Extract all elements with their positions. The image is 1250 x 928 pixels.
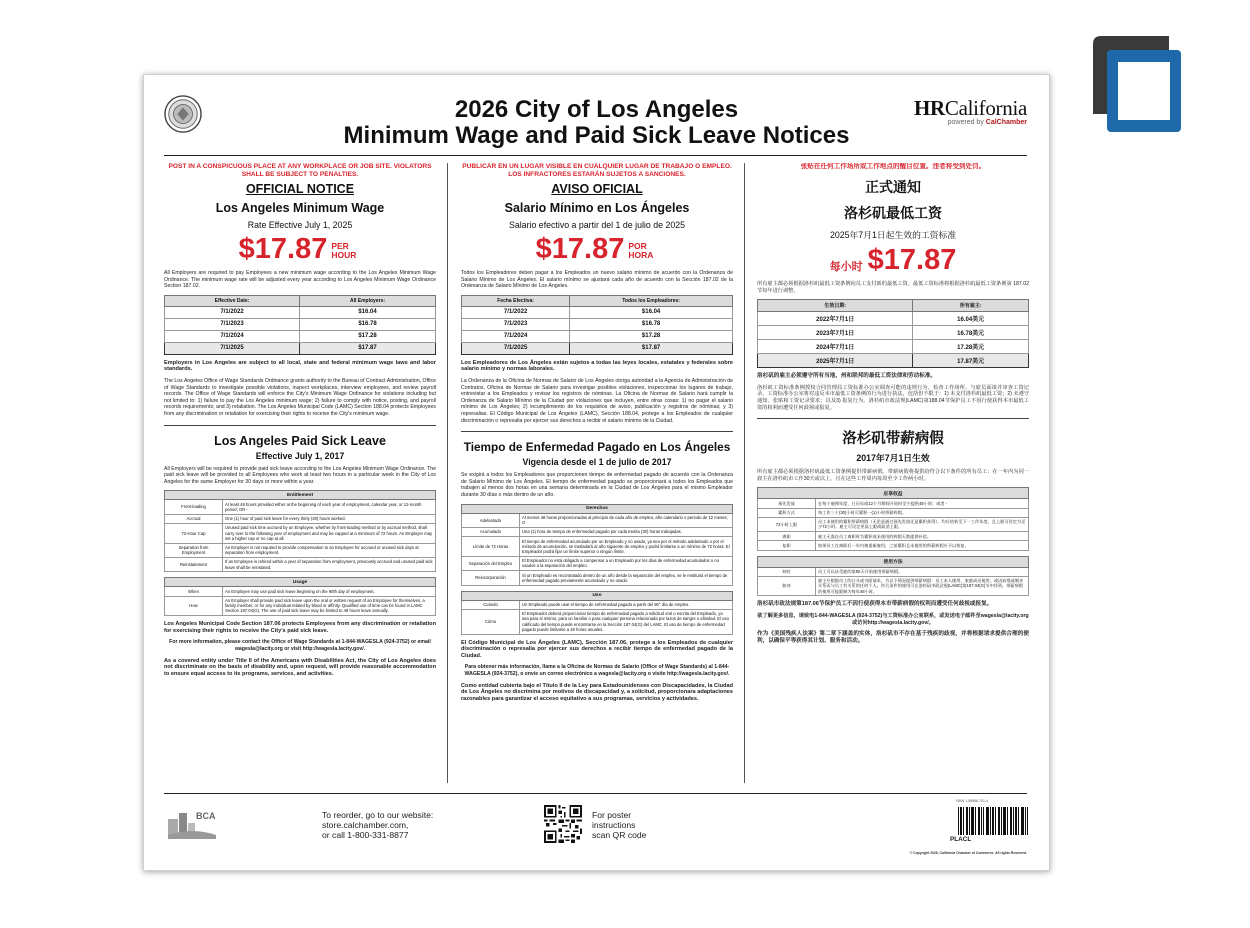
row-value: An Employer shall provide paid sick leave upon the oral or written request of an Employee for themselves, a family member, or for any individual related by blood or affinity. Qualified use of time can be found in LAMC Section 187.04(G). The use of paid sick leave may be limited to 48 hours leave annually. (223, 596, 436, 616)
row-key: 预先发放 (758, 499, 816, 508)
table-row (165, 543, 436, 557)
row-value: Al menos 48 horas proporcionadas al principio de cada año de empleo, año calendario o periodo de 12 meses; O (520, 513, 733, 527)
rate-date: 7/1/2022 (165, 306, 300, 318)
entitlement-table (757, 487, 1029, 550)
product-code: PLACL (950, 836, 972, 843)
row-key: 复职 (758, 541, 816, 550)
reorder-line-3: or call 1-800-331-8877 (322, 830, 409, 840)
row-key: 72小时上限 (758, 517, 816, 531)
table-row (462, 556, 733, 570)
rate-value: $17.87 (300, 342, 436, 354)
rate-date: 2023年7月1日 (758, 326, 913, 340)
row-key: Separación del Empleo (462, 556, 520, 570)
enforcement-text: La Ordenanza de la Oficina de Normas de Salario de Los Ángeles otorga autoridad a la Agencia de Administración de Contratos, Oficina de Normas de Salario para investigar posibles violaciones, inspeccionar los lugares de trabajo, entrevistar a los Empleados y revisar los registros de nóminas. La Oficina de Normas de Salario hará cumplir la Ordenanza de Salario Mínimo de la Ciudad por violaciones que incluyen, entre otras cosas: 1) no pagar el salario mínimo de Los Ángeles; 2) incumplimiento de los requisitos de aviso, publicación y registros de nóminas; y 3) represalias. El Código Municipal de Los Ángeles (LAMC), Sección 188.04, protege a los Empleados de cualquier discriminación o represalia por ejercer sus derechos a recibir el salario mínimo de la Ciudad. (461, 377, 733, 424)
qr-line-2: instructions (592, 820, 636, 830)
row-key: Front-loading (165, 500, 223, 514)
row-value: 员工可以从受雇的第90天开始使用带薪病假。 (816, 567, 1029, 576)
section-divider (757, 418, 1029, 419)
ada-text: As a covered entity under Title II of the Americans with Disabilities Act, the City of Los Angeles does not discriminate on the basis of disability and, upon request, will provide reasonable accommodation to ensure equal access to its programs, services, and activities. (164, 657, 436, 677)
rate-date: 2022年7月1日 (758, 312, 913, 326)
rate-date: 7/1/2024 (165, 330, 300, 342)
table-row (462, 318, 733, 330)
rate-date: 2025年7月1日 (758, 354, 913, 368)
row-value: At least 48 hours provided either at the beginning of each year of employment, calendar year, or 12-month period; OR - (223, 500, 436, 514)
entitlement-table (461, 504, 733, 586)
laws-subject: Employers in Los Angeles are subject to all local, state and federal minimum wage laws and labor standards. (164, 359, 436, 373)
table-row (165, 587, 436, 596)
sick-leave-intro: 所有雇主都必须根据洛杉矶最低工资条例提供带薪病假。带薪病假将提供给符合以下条件的所有员工：在一年内为同一雇主在洛杉矶市工作30天或以上，且在这些工作周内每周至少工作两小时。 (757, 469, 1029, 482)
rate-table (164, 295, 436, 355)
row-key: Reincorporación (462, 571, 520, 585)
table-row (758, 340, 1029, 354)
brand-name-rest: California (944, 96, 1027, 120)
row-value: An Employer is not required to provide compensation to an Employee for accrued or unused sick days at separation from employment. (223, 543, 436, 557)
wage-unit: POR HORA (628, 241, 654, 260)
contact-text: For more information, please contact the Office of Wage Standards at 1-844-WAGESLA (924-3752) or email wagesla@lacity.org or visit http://wagesla.lacity.gov/. (169, 639, 431, 652)
rate-value: 16.04美元 (913, 312, 1029, 326)
row-value: 在每个雇佣年度、日历年或12个月期间开始时至少提供48小时；或者 - (816, 499, 1029, 508)
rate-value: 17.28美元 (913, 340, 1029, 354)
usage-table (164, 577, 436, 616)
min-wage-heading: Los Angeles Minimum Wage (215, 201, 385, 215)
table-row (758, 312, 1029, 326)
qr-line-1: For poster (592, 810, 632, 820)
reorder-line-1: To reorder, go to our website: (322, 810, 434, 820)
rate-value: 16.78美元 (913, 326, 1029, 340)
contact-text: 欲了解更多信息，请致电1-844-WAGESLA (924-3752)与工资标准办公室联系，或发送电子邮件至wagesla@lacity.org或访问http://wagesla.lacity.gov/。 (757, 612, 1029, 626)
rate-value: $17.87 (570, 342, 733, 354)
official-notice-label: AVISO OFICIAL (551, 182, 643, 196)
table-row (758, 499, 1029, 508)
ada-text: Como entidad cubierta bajo el Título II de la Ley para Estadounidenses con Discapacidades, la Ciudad de Los Ángeles no discrimina por motivos de discapacidad y, a solicitud, proporcionara adaptaciones razonables para garantizar el acceso equitativo a sus programas, servicios y actividades. (461, 682, 733, 702)
row-key: Separation from Employment (165, 543, 223, 557)
rate-header-date: 生效日期: (758, 300, 913, 312)
table-row (758, 541, 1029, 550)
protection-text: 洛杉矶市政法规第187.06节保护员工不因行使获得本市带薪病假的权利而遭受任何歧视或报复。 (757, 601, 993, 608)
official-notice-label: OFFICIAL NOTICE (245, 182, 355, 196)
laws-subject: 洛杉矶的雇主必须遵守所有当地、州和联邦的最低工资法律和劳动标准。 (757, 373, 937, 380)
row-key: Reinstatement (165, 557, 223, 571)
table-row-current (758, 354, 1029, 368)
posting-warning: PUBLICAR EN UN LUGAR VISIBLE EN CUALQUIER LUGAR DE TRABAJO O EMPLEO. LOS INFRACTORES ESTARÁN SUJETOS A SANCIONES. (462, 163, 732, 178)
min-wage-heading: 洛杉矶最低工资 (844, 205, 942, 221)
brand-tag-prefix: powered by (947, 119, 986, 126)
posting-warning: POST IN A CONSPICUOUS PLACE AT ANY WORKPLACE OR JOB SITE. VIOLATORS SHALL BE SUBJECT TO PENALTIES. (168, 163, 432, 178)
rate-header-rate: 所有雇主: (913, 300, 1029, 312)
table-row (165, 318, 436, 330)
row-value: Unused paid sick time accrued by an Employee, whether by front-loading method or by accrual method, shall carry over to the following year of employment and may be capped at a minimum of 72 hours. An Employer may set a higher cap or no cap at all. (223, 523, 436, 543)
row-value: 员工未使用的累积带薪病假（无论是通过预先发放还是累积获得），均应结转至下一工作年度，且上限可设定为至少72小时。雇主可设定更高上限或取消上限。 (816, 517, 1029, 531)
row-value: Si un Empleado es recontratado dentro de un año desde la separación del empleo, se le restituirá el tiempo de enfermedad pagado previamente acumulado y no usado. (520, 571, 733, 585)
table-row (758, 517, 1029, 531)
qr-instructions (592, 810, 646, 840)
table-row (462, 513, 733, 527)
protection-text: El Código Municipal de Los Ángeles (LAMC), Sección 187.06, protege a los Empleados de cualquier discriminación o represalia por ejercer sus derechos a recibir tiempo de enfermedad pagado de la Ciudad. (461, 639, 733, 659)
section-divider (164, 425, 436, 426)
usage-header: Usage (165, 578, 436, 587)
sick-leave-title: Los Angeles Paid Sick Leave (214, 433, 386, 448)
rate-value: $16.04 (570, 306, 733, 318)
usage-header: 使用方法 (758, 556, 1029, 567)
rate-date: 7/1/2023 (462, 318, 570, 330)
row-key: Accrual (165, 514, 223, 523)
rate-date: 7/1/2025 (165, 342, 300, 354)
min-wage-intro: All Employers are required to pay Employees a new minimum wage according to the Los Angeles Minimum Wage Ordinance. The minimum wage rate will be adjusted every year according to Los Angeles Minimum Wage Ordinance Section 187.02. (164, 270, 436, 290)
table-row (165, 306, 436, 318)
rate-header-rate: All Employers: (300, 295, 436, 306)
table-row (462, 600, 733, 609)
rate-date: 7/1/2022 (462, 306, 570, 318)
row-value: El Empleador deberá proporcionar tiempo de enfermedad pagado a solicitud oral o escrita del Empleado, ya sea para sí mismo, para un familiar o para cualquier persona relacionada por lazos de sangre o afinidad. El uso calificado del tiempo puede encontrarse en la Sección 187.04(G) del LAMC. El uso de tiempo de enfermedad pagado puede limitarse a 48 horas anuales. (520, 609, 733, 634)
sick-leave-intro: Se exigirá a todos los Empleadores que proporcionen tiempo de enfermedad pagado de acuerdo con la Ordenanza de Salario Mínimo de Los Ángeles. El tiempo de enfermedad pagado se proporcionará a todos los Empleados que trabajen al menos dos horas en una semana determinada en la Ciudad de Los Ángeles para el mismo Empleador durante 30 días o más dentro de un año. (461, 472, 733, 498)
usage-header: Uso (462, 591, 733, 600)
rate-header-rate: Todos los Empleadores: (570, 295, 733, 306)
enforcement-text: 洛杉矶工资标准条例授权合同管理局工资标准办公室调查可能的违规行为、检查工作场所、与雇员面谈并审查工资记录。工资标准办公室将对违反本市最低工资条例的行为进行执法，包括但不限于：1) 未支付洛杉矶最低工资；2) 未遵守通知、张贴和工资记录要求；以及3) 报复行为。洛杉矶市政法规(LAMC)第188.04节保护员工不因行使获得本市最低工资的权利而遭受任何歧视或报复。 (757, 384, 1029, 411)
sick-leave-effective: Effective July 1, 2017 (255, 450, 345, 461)
table-row (462, 330, 733, 342)
brand-logo (914, 97, 1027, 126)
qr-code-icon (544, 805, 582, 843)
isbn-text: ISBN 1-58966-701-4 (956, 799, 989, 803)
row-value: 雇主应根据员工的口头或书面请求，为以下情况提供带薪病假：员工本人使用、家庭成员使用，或因血缘或姻亲关系而与员工有关系的任何个人。符合条件的使用可在洛杉矶市政法规(LAMC)第187.04(G)节中找到。带薪病假的使用可能限制为每年48小时。 (816, 576, 1029, 596)
column-divider (744, 163, 745, 783)
table-row (758, 576, 1029, 596)
row-value: An Employee may use paid sick leave beginning on the 90th day of employment. (223, 587, 436, 596)
official-notice-label: 正式通知 (865, 179, 921, 195)
qr-line-3: scan QR code (592, 830, 647, 840)
table-row (165, 330, 436, 342)
row-value: 雇主无需在员工离职时为累积或未使用的病假天数提供补偿。 (816, 532, 1029, 541)
min-wage-effective: Salario efectivo a partir del 1 de julio de 2025 (508, 220, 686, 230)
row-value: Una (1) hora de tiempo de enfermedad pagado por cada treinta (30) horas trabajadas. (520, 527, 733, 536)
table-row (758, 326, 1029, 340)
entitlement-header: 应享权益 (758, 488, 1029, 499)
wage-amount: $17.87 (238, 233, 328, 265)
table-row (758, 532, 1029, 541)
table-row-current (165, 342, 436, 354)
wage-display (461, 233, 733, 265)
table-row (165, 514, 436, 523)
column-divider (447, 163, 448, 783)
bca-logo-icon (166, 805, 218, 843)
table-row (462, 527, 733, 536)
row-key: 离职 (758, 532, 816, 541)
row-key: Cómo (462, 609, 520, 634)
brand-name-bold: HR (913, 96, 945, 120)
header-divider (164, 155, 1027, 156)
table-row (758, 508, 1029, 517)
entitlement-table (164, 490, 436, 572)
enforcement-text: The Los Angeles Office of Wage Standards Ordinance grants authority to the Bureau of Contract Administration, Office of Wage Standards to investigate possible violations, inspect workplaces, interview employees, and review payroll records. The Office of Wage Standards will enforce the City's Minimum Wage Ordinance for violations including but not limited to: 1) failure to pay the Los Angeles minimum wage; 2) failure to comply with notice, posting, and payroll records requirements; and 3) retaliation. The Los Angeles Municipal Code (LAMC) Section 188.04 protects Employees from any discrimination or retaliation for exercising their rights to receive the City's minimum wage. (164, 377, 436, 417)
row-key: Cuándo (462, 600, 520, 609)
title-line-1: 2026 City of Los Angeles (454, 96, 739, 123)
english-column (164, 163, 436, 785)
table-row (165, 557, 436, 571)
reorder-info (322, 810, 433, 840)
usage-table (757, 556, 1029, 597)
table-row (462, 609, 733, 634)
rate-value: $17.28 (300, 330, 436, 342)
row-key: Límite de 72 Horas (462, 537, 520, 557)
table-row (165, 500, 436, 514)
row-key: 累积方式 (758, 508, 816, 517)
rate-date: 7/1/2024 (462, 330, 570, 342)
contact-text: Para obtener más información, llame a la Oficina de Normas de Salario (Office of Wage Standards) al 1-844-WAGESLA (924-3752), o envíe un correo electrónico a wagesla@lacity.org o visite http://wagesla.lacity.gov/. (464, 664, 730, 677)
rate-date: 7/1/2025 (462, 342, 570, 354)
row-value: Un Empleado puede usar el tiempo de enfermedad pagado a partir del 90° día de empleo. (520, 600, 733, 609)
row-value: El tiempo de enfermedad acumulado por un Empleado y no usado, ya sea por el método adelantado o por el método de acumulación, se trasladará al año siguiente de empleo y podrá limitarse a un mínimo de 72 horas. El Empleador podrá fijar un límite superior o ningún límite. (520, 537, 733, 557)
row-key: How (165, 596, 223, 616)
footer-divider (164, 793, 1027, 794)
row-key: When (165, 587, 223, 596)
table-row (462, 571, 733, 585)
entitlement-header: Derechos (462, 504, 733, 513)
wage-unit: 每小时 (829, 261, 863, 273)
row-value: 如果员工在离职后一年内被重新雇用，之前累积且未使用的带薪病假应予以恢复。 (816, 541, 1029, 550)
row-key: 何时 (758, 567, 816, 576)
usage-table (461, 591, 733, 635)
rate-value: 17.87美元 (913, 354, 1029, 368)
min-wage-intro: 所有雇主都必须根据洛杉矶最低工资条例向员工支付新的最低工资。最低工资标准将根据洛杉矶最低工资条例第 187.02节每年进行调整。 (757, 281, 1029, 294)
copyright-text: © Copyright 2026, California Chamber of Commerce. All rights Reserved. (909, 851, 1027, 855)
bca-logo-text: BCA (196, 811, 216, 821)
table-row-current (462, 342, 733, 354)
section-divider (461, 431, 733, 432)
min-wage-effective: Rate Effective July 1, 2025 (247, 220, 353, 230)
rate-value: $17.28 (570, 330, 733, 342)
table-row (165, 523, 436, 543)
min-wage-heading: Salario Mínimo en Los Ángeles (504, 201, 690, 215)
row-key: Acumulado (462, 527, 520, 536)
rate-header-date: Effective Date: (165, 295, 300, 306)
wage-amount: $17.87 (535, 233, 625, 265)
corner-logo-icon (1093, 36, 1185, 136)
rate-date: 2024年7月1日 (758, 340, 913, 354)
min-wage-intro: Todos los Empleadores deben pagar a los Empleados un nuevo salario mínimo de acuerdo con la Ordenanza de Salario Mínimo de Los Ángeles. El salario mínimo se ajustará cada año de acuerdo con la Sección 187.02 de la Ordenanza de Salario Mínimo de Los Ángeles. (461, 270, 733, 290)
table-row (462, 537, 733, 557)
ada-text: 作为《美国残疾人法案》第二章下涵盖的实体，洛杉矶市不存在基于残疾的歧视，并将根据请求提供合理的便利，以确保平等获得其计划、服务和活动。 (757, 631, 1029, 644)
rate-value: $16.78 (570, 318, 733, 330)
chinese-column (757, 163, 1029, 785)
poster-sheet (143, 74, 1050, 871)
row-value: If an Employee is rehired within a year of separation from employment, previously accrued and unused paid sick leave shall be reinstated. (223, 557, 436, 571)
row-value: El Empleador no está obligado a compensar a un Empleado por los días de enfermedad acumulados o no usados a la separación del empleo. (520, 556, 733, 570)
protection-text: Los Angeles Municipal Code Section 187.06 protects Employees from any discrimination or retaliation for exercising their rights to receive the City's paid sick leave. (164, 621, 436, 634)
spanish-column (461, 163, 733, 785)
laws-subject: Los Empleadores de Los Ángeles están sujetos a todas las leyes locales, estatales y federales sobre salario mínimo y normas laborales. (461, 359, 733, 373)
title-line-2: Minimum Wage and Paid Sick Leave Notices (343, 122, 850, 149)
wage-display (757, 244, 1029, 276)
rate-date: 7/1/2023 (165, 318, 300, 330)
row-value: One (1) hour of paid sick leave for every thirty (30) hours worked. (223, 514, 436, 523)
posting-warning: 张贴在任何工作场所或工作地点的醒目位置。违者将受到处罚。 (800, 163, 986, 170)
wage-unit: PER HOUR (331, 241, 357, 260)
table-row (165, 596, 436, 616)
min-wage-effective: 2025年7月1日起生效的工资标准 (829, 230, 957, 240)
sick-leave-intro: All Employers will be required to provide paid sick leave according to the Los Angeles Minimum Wage Ordinance. The paid sick leave will be provided to all Employees who work at least two hours in a particular week in the City of Los Angeles for the same Employer for 30 days or more within a year. (164, 465, 436, 485)
reorder-line-2: store.calchamber.com, (322, 820, 409, 830)
sick-leave-effective: 2017年7月1日生效 (856, 453, 930, 464)
rate-table (757, 299, 1029, 368)
table-row (758, 567, 1029, 576)
brand-tag-name: CalChamber (985, 119, 1027, 126)
row-value: 每工作三十(30)小时可累积一(1)小时带薪病假。 (816, 508, 1029, 517)
table-row (462, 306, 733, 318)
sick-leave-title: 洛杉矶带薪病假 (842, 431, 944, 448)
row-key: 如何 (758, 576, 816, 596)
entitlement-header: Entitlement (165, 491, 436, 500)
wage-display (164, 233, 436, 265)
row-key: Adelantado (462, 513, 520, 527)
rate-value: $16.04 (300, 306, 436, 318)
sick-leave-title: Tiempo de Enfermedad Pagado en Los Ángeles (463, 440, 731, 455)
rate-value: $16.78 (300, 318, 436, 330)
rate-table (461, 295, 733, 355)
wage-amount: $17.87 (867, 244, 957, 276)
sick-leave-effective: Vigencia desde el 1 de julio de 2017 (522, 457, 672, 468)
row-key: 72-Hour Cap (165, 523, 223, 543)
rate-header-date: Fecha Efectiva: (462, 295, 570, 306)
